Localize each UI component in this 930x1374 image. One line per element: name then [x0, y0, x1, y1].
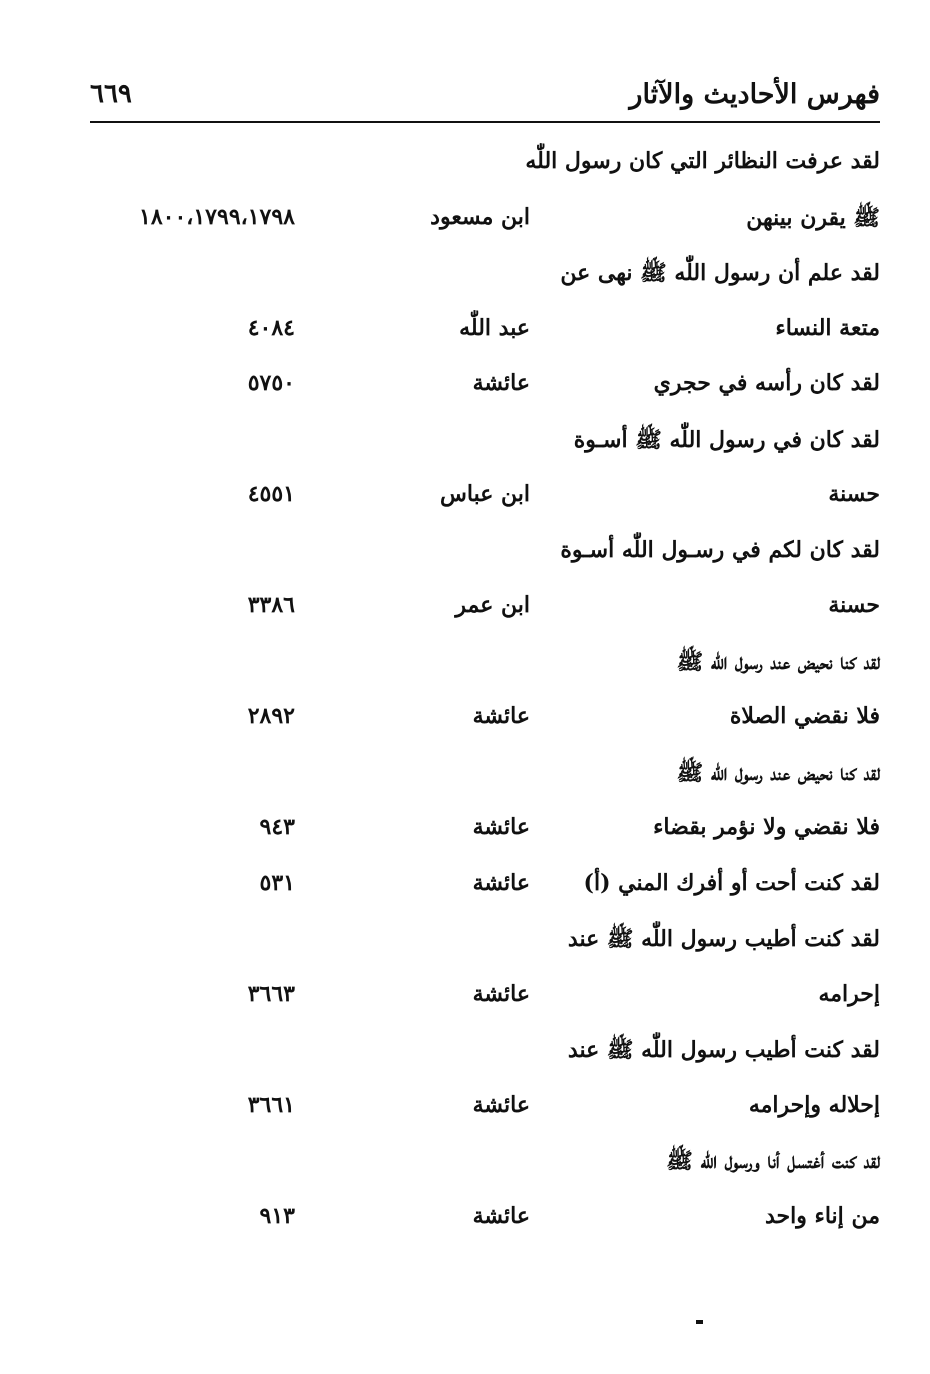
header-divider [90, 121, 880, 123]
hadith-reference-numbers: ٩١٣ [259, 1202, 295, 1229]
hadith-text: لقد علم أن رسول اللّٰه ﷺ نهى عن [560, 260, 880, 286]
index-row [0, 640, 930, 696]
hadith-reference-numbers: ٩٤٣ [259, 814, 295, 840]
index-row [0, 806, 930, 862]
narrator-name: عائشة [472, 814, 530, 840]
index-row [0, 418, 930, 474]
hadith-reference-numbers: ٣٦٦٣ [247, 980, 295, 1007]
hadith-text: فلا نقضي ولا نؤمر بقضاء [653, 814, 880, 840]
index-row [0, 917, 930, 973]
hadith-reference-numbers: ٤٠٨٤ [247, 314, 295, 341]
hadith-reference-numbers: ٥٣١ [259, 869, 295, 896]
hadith-text: لقد كان في رسول اللّٰه ﷺ أسـوة [573, 426, 880, 453]
index-row [0, 751, 930, 807]
index-row [0, 1139, 930, 1195]
footer-mark [696, 1320, 703, 1324]
index-row [0, 584, 930, 640]
hadith-text: إحلاله وإحرامه [748, 1091, 880, 1118]
hadith-text: لقد كان لكم في رسـول اللّٰه أسـوة [560, 536, 880, 563]
hadith-reference-numbers: ٣٦٦١ [247, 1091, 295, 1118]
index-row [0, 973, 930, 1029]
index-row [0, 1195, 930, 1251]
hadith-index-list [0, 140, 930, 1250]
narrator-name: عائشة [472, 370, 530, 396]
hadith-text: لقد كنا نحيض عند رسول اللّٰه ﷺ [676, 759, 880, 786]
hadith-text: لقد عرفت النظائر التي كان رسول اللّٰه [525, 148, 880, 174]
hadith-text: حسنة [828, 592, 880, 618]
index-row [0, 473, 930, 529]
hadith-reference-numbers: ١٨٠٠،١٧٩٩،١٧٩٨ [139, 203, 295, 230]
hadith-text: لقد كان رأسه في حجري [653, 370, 880, 396]
index-row [0, 1028, 930, 1084]
hadith-text: لقد كنت أحت أو أفرك المني (أ) [583, 869, 880, 896]
hadith-text: لقد كنت أطيب رسول اللّٰه ﷺ عند [567, 926, 880, 952]
index-row [0, 362, 930, 418]
narrator-name: ابن عمر [455, 592, 530, 618]
narrator-name: عائشة [472, 869, 530, 896]
hadith-text: من إناء واحد [764, 1202, 880, 1229]
narrator-name: عائشة [472, 703, 530, 729]
hadith-reference-numbers: ٣٣٨٦ [247, 592, 295, 618]
index-row [0, 251, 930, 307]
hadith-text: حسنة [828, 481, 880, 507]
narrator-name: عائشة [472, 980, 530, 1007]
hadith-text: إحرامه [818, 980, 880, 1007]
hadith-reference-numbers: ٢٨٩٢ [247, 703, 295, 729]
narrator-name: عبد اللّٰه [459, 314, 530, 341]
narrator-name: ابن عباس [440, 481, 530, 507]
hadith-reference-numbers: ٤٥٥١ [247, 481, 295, 507]
hadith-text: لقد كنت أغتسل أنا ورسول اللّٰه ﷺ [666, 1148, 880, 1174]
hadith-text: ﷺ يقرن بينهن [746, 204, 880, 231]
index-row [0, 862, 930, 918]
index-row [0, 307, 930, 363]
hadith-reference-numbers: ٥٧٥٠ [247, 370, 295, 396]
hadith-text: لقد كنت أطيب رسول اللّٰه ﷺ عند [567, 1037, 880, 1063]
hadith-text: فلا نقضي الصلاة [729, 703, 880, 729]
index-row [0, 695, 930, 751]
index-row [0, 140, 930, 196]
index-row [0, 196, 930, 252]
index-row [0, 1084, 930, 1140]
page-number: ٦٦٩ [90, 79, 132, 109]
narrator-name: ابن مسعود [430, 203, 530, 230]
hadith-text: لقد كنا نحيض عند رسول اللّٰه ﷺ [676, 648, 880, 675]
narrator-name: عائشة [472, 1202, 530, 1229]
narrator-name: عائشة [472, 1091, 530, 1118]
index-row [0, 529, 930, 585]
page-title: فهرس الأحاديث والآثار [629, 78, 880, 110]
page-header [90, 68, 880, 120]
hadith-text: متعة النساء [775, 314, 880, 341]
